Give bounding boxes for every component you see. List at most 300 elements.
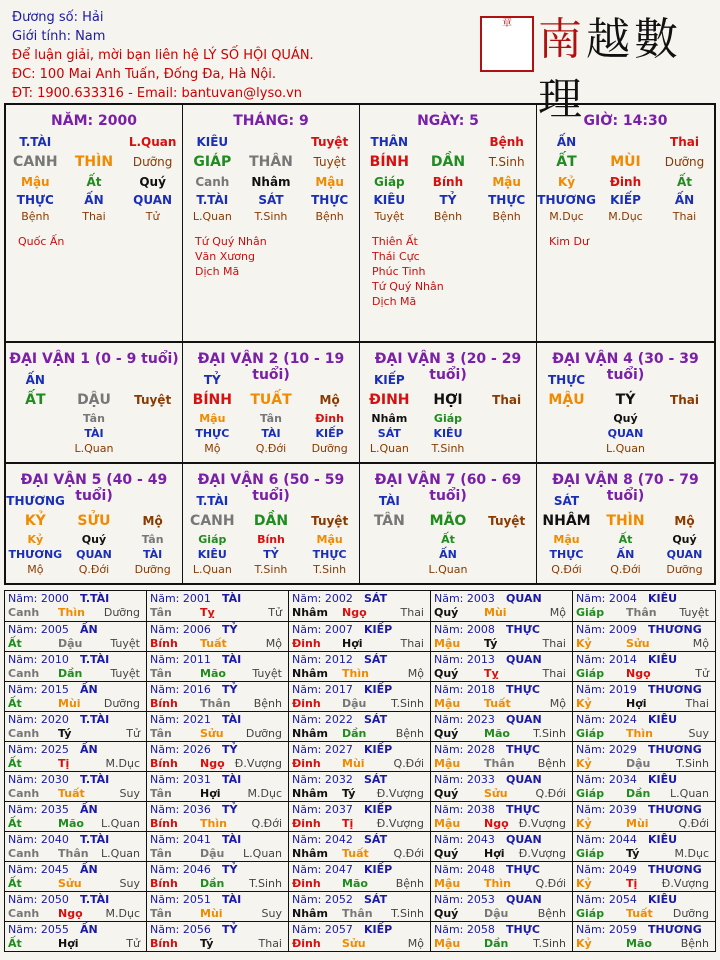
pillar-main-value: GIÁP [193, 154, 232, 170]
year-chi: Tuất [342, 847, 369, 860]
year-cell [289, 862, 431, 891]
year-cell-bottom [434, 666, 570, 681]
daivan-god: THƯƠNG [6, 494, 65, 508]
year-can: Ất [8, 877, 22, 890]
pillar-main-value: DẦN [430, 154, 466, 170]
year-cell [147, 742, 289, 771]
year-god: QUAN [506, 833, 542, 846]
year-cell [147, 712, 289, 741]
year-label: Năm: 2053 [434, 893, 495, 906]
year-label: Năm: 2050 [8, 893, 69, 906]
address: ĐC: 100 Mai Anh Tuấn, Đống Đa, Hà Nội. [12, 67, 276, 82]
hidden-stem: Nhâm [371, 412, 408, 425]
year-can: Quý [434, 667, 459, 680]
year-phase: M.Dục [105, 907, 140, 920]
star-item: Thiên Ất [372, 235, 418, 248]
ten-god: THỰC [16, 193, 54, 207]
contact-note: Để luận giải, mời bạn liên hệ LÝ SỐ HỘI QUÁN. [12, 48, 314, 63]
daivan-cell [537, 343, 714, 462]
year-label: Năm: 2019 [576, 683, 637, 696]
daivan-chi: DẦN [253, 513, 289, 529]
year-cell-top [8, 591, 144, 606]
year-chi: Hợi [484, 847, 505, 860]
year-phase: L.Quan [670, 787, 709, 800]
year-cell [573, 742, 715, 771]
year-cell [289, 622, 431, 651]
year-cell-top [150, 591, 286, 606]
year-cell-bottom [292, 906, 428, 921]
year-can: Kỷ [576, 817, 592, 830]
year-can: Mậu [434, 757, 461, 770]
year-cell-bottom [434, 906, 570, 921]
daivan-title: ĐẠI VẬN 8 (70 - 79 tuổi) [552, 472, 699, 504]
year-can: Canh [8, 606, 40, 619]
daivan-can: CANH [190, 513, 235, 529]
year-cell [431, 832, 573, 861]
ten-god [655, 426, 713, 441]
year-row [5, 741, 715, 771]
year-chi: Ngọ [626, 667, 651, 680]
year-label: Năm: 2003 [434, 592, 495, 605]
year-cell-top [8, 832, 144, 847]
year-god: SÁT [364, 713, 388, 726]
phone-email: ĐT: 1900.633316 - Email: bantuvan@lyso.vn [12, 86, 303, 101]
pillar-hidden-line [183, 173, 359, 191]
star-item: Tứ Quý Nhân [372, 280, 444, 293]
year-chi: Ngọ [58, 907, 83, 920]
year-label: Năm: 2010 [8, 653, 69, 666]
daivan-row-1 [6, 341, 714, 462]
year-cell-bottom [8, 636, 144, 651]
year-cell [573, 591, 715, 621]
year-phase: M.Dục [105, 757, 140, 770]
year-cell-top [150, 892, 286, 907]
pillar-main-line [6, 151, 182, 173]
year-cell [431, 922, 573, 951]
year-label: Năm: 2038 [434, 803, 495, 816]
ten-god: KIẾP [610, 193, 641, 207]
year-phase: Bệnh [253, 697, 282, 710]
year-phase: Bệnh [395, 727, 424, 740]
year-god: QUAN [506, 773, 542, 786]
year-phase: Dưỡng [245, 727, 282, 740]
life-phase: Dưỡng [311, 442, 348, 455]
life-phase: T.Sinh [254, 210, 288, 223]
year-cell [573, 802, 715, 831]
year-chi: Tuất [484, 697, 511, 710]
pillar-phase: T.Sinh [488, 155, 525, 169]
hidden-stem: Ất [86, 175, 102, 189]
year-god: TÀI [222, 893, 242, 906]
year-god: TỶ [222, 803, 238, 816]
year-row [5, 771, 715, 801]
daivan-cell [183, 464, 360, 583]
pillar-top-value [242, 133, 300, 151]
hidden-stem: Mậu [553, 533, 580, 546]
year-cell-top [292, 922, 428, 937]
daivan-hidden-line [183, 411, 359, 426]
year-row [5, 591, 715, 621]
year-cell-top [434, 862, 570, 877]
daivan-god: KIẾP [373, 373, 405, 387]
spacer [242, 492, 300, 510]
year-label: Năm: 2044 [576, 833, 637, 846]
year-chi: Mùi [342, 757, 365, 770]
year-god: T.TÀI [80, 653, 110, 666]
pillar-gods-line [360, 191, 536, 209]
year-phase: Suy [119, 877, 140, 890]
year-cell-top [150, 622, 286, 637]
daivan-cell [360, 343, 537, 462]
year-chi: Mão [484, 727, 510, 740]
year-cell-bottom [292, 605, 428, 620]
year-label: Năm: 2008 [434, 623, 495, 636]
year-cell-bottom [8, 846, 144, 861]
year-phase: Bệnh [537, 907, 566, 920]
year-cell [147, 862, 289, 891]
year-cell [289, 712, 431, 741]
year-god: QUAN [506, 653, 542, 666]
pillar-top-value [596, 133, 654, 151]
year-can: Đinh [292, 877, 321, 890]
year-can: Mậu [434, 937, 461, 950]
year-label: Năm: 2020 [8, 713, 69, 726]
year-label: Năm: 2015 [8, 683, 69, 696]
year-cell [573, 652, 715, 681]
year-god: KIẾP [364, 923, 393, 936]
ten-god: QUAN [133, 193, 173, 207]
year-phase: Mộ [265, 637, 282, 650]
pillar-phases-line [6, 209, 182, 224]
year-phase: Q.Đới [535, 877, 566, 890]
year-cell-top [150, 832, 286, 847]
year-cell [431, 591, 573, 621]
hidden-stem: Quý [81, 533, 107, 546]
life-phase: M.Dục [608, 210, 643, 223]
year-god: SÁT [364, 833, 388, 846]
year-cell-bottom [576, 636, 713, 651]
daivan-phase: Mộ [319, 393, 340, 407]
year-can: Nhâm [292, 667, 328, 680]
hidden-stem [655, 411, 713, 426]
hidden-stem: Quý [613, 412, 638, 425]
year-label: Năm: 2046 [150, 863, 211, 876]
year-cell-top [150, 922, 286, 937]
pillar-gods-line [537, 191, 714, 209]
owner-name: Đương số: Hải [12, 10, 104, 25]
daivan-title: ĐẠI VẬN 7 (60 - 69 tuổi) [374, 472, 522, 504]
year-chi: Thân [200, 697, 231, 710]
daivan-hidden-line [537, 411, 714, 426]
year-phase: Suy [688, 727, 709, 740]
year-label: Năm: 2016 [150, 683, 211, 696]
year-cell-top [150, 772, 286, 787]
year-chi: Thìn [626, 727, 653, 740]
ten-god: THƯƠNG [537, 193, 596, 207]
pillar-title: GIỜ: 14:30 [583, 113, 668, 129]
year-god: ẤN [80, 863, 98, 876]
year-label: Năm: 2055 [8, 923, 69, 936]
year-can: Kỷ [576, 697, 592, 710]
year-chi: Ngọ [484, 817, 509, 830]
hidden-stem: Mậu [315, 175, 344, 189]
year-cell-bottom [150, 786, 286, 801]
ten-god [6, 426, 64, 441]
pillar-phases-line [183, 209, 359, 224]
year-can: Quý [434, 847, 459, 860]
pillar-cell [183, 105, 360, 341]
year-label: Năm: 2025 [8, 743, 69, 756]
year-phase: Tuyệt [252, 667, 282, 680]
year-cell-bottom [150, 756, 286, 771]
year-cell [147, 622, 289, 651]
year-label: Năm: 2032 [292, 773, 353, 786]
year-chi: Dần [200, 877, 225, 890]
year-chi: Hợi [200, 787, 221, 800]
year-label: Năm: 2037 [292, 803, 353, 816]
year-cell [431, 862, 573, 891]
star-item: Văn Xương [195, 250, 255, 263]
year-cell-bottom [150, 816, 286, 831]
pillar-row [6, 105, 714, 341]
pillar-top-line [6, 133, 182, 151]
daivan-hidden-line [537, 532, 714, 547]
year-label: Năm: 2052 [292, 893, 353, 906]
year-chi: Ngọ [342, 606, 367, 619]
ten-god: ẤN [84, 193, 104, 207]
year-cell-bottom [576, 786, 713, 801]
year-chi: Tý [484, 637, 498, 650]
year-can: Mậu [434, 697, 461, 710]
daivan-phase-line [360, 441, 536, 456]
year-cell-bottom [292, 786, 428, 801]
year-cell-top [292, 712, 428, 727]
year-can: Nhâm [292, 907, 328, 920]
year-label: Năm: 2029 [576, 743, 637, 756]
year-phase: L.Quan [243, 847, 282, 860]
daivan-title: ĐẠI VẬN 2 (10 - 19 tuổi) [197, 351, 345, 383]
year-can: Ất [8, 937, 22, 950]
header-info [12, 8, 314, 103]
year-can: Canh [8, 787, 40, 800]
year-cell-top [292, 862, 428, 877]
year-god: ẤN [80, 803, 98, 816]
year-chi: Dần [626, 787, 651, 800]
ten-god: TÀI [261, 427, 281, 440]
year-god: KIẾP [364, 623, 393, 636]
life-phase: Thai [82, 210, 106, 223]
year-can: Bính [150, 937, 178, 950]
daivan-cell [537, 464, 714, 583]
year-god: SÁT [364, 592, 388, 605]
stars-list [360, 234, 536, 309]
year-cell-bottom [8, 906, 144, 921]
year-cell-top [434, 802, 570, 817]
hidden-stem: Tân [260, 412, 282, 425]
year-cell [5, 682, 147, 711]
year-cell [5, 712, 147, 741]
year-god: THƯƠNG [648, 923, 702, 936]
year-cell-top [434, 591, 570, 606]
year-label: Năm: 2051 [150, 893, 211, 906]
year-chi: Mão [58, 817, 84, 830]
spacer [419, 492, 477, 510]
year-cell-bottom [292, 636, 428, 651]
life-phase [6, 441, 64, 456]
year-can: Kỷ [576, 757, 592, 770]
pillar-top-value: Bệnh [489, 135, 524, 149]
year-cell [289, 832, 431, 861]
year-can: Nhâm [292, 606, 328, 619]
ten-god: ẤN [616, 548, 635, 561]
year-chi: Dần [484, 937, 509, 950]
year-can: Mậu [434, 637, 461, 650]
daivan-title: ĐẠI VẬN 4 (30 - 39 tuổi) [552, 351, 699, 383]
year-cell-bottom [292, 876, 428, 891]
year-cell-top [8, 802, 144, 817]
year-chi: Thìn [484, 877, 511, 890]
year-chi: Sửu [58, 877, 82, 890]
year-can: Canh [8, 907, 40, 920]
year-cell-bottom [434, 816, 570, 831]
year-god: ẤN [80, 923, 98, 936]
year-god: THỰC [506, 743, 540, 756]
year-label: Năm: 2006 [150, 623, 211, 636]
spacer [478, 371, 536, 389]
year-can: Nhâm [292, 727, 328, 740]
year-phase: Dưỡng [103, 606, 140, 619]
year-cell-bottom [434, 786, 570, 801]
year-cell-bottom [150, 605, 286, 620]
pillar-top-line [360, 133, 536, 151]
life-phase: Thai [672, 210, 697, 223]
year-can: Đinh [292, 757, 321, 770]
year-cell-bottom [576, 846, 713, 861]
gender: Giới tính: Nam [12, 29, 106, 44]
year-label: Năm: 2042 [292, 833, 353, 846]
year-label: Năm: 2054 [576, 893, 637, 906]
daivan-cell [183, 343, 360, 462]
year-god: T.TÀI [80, 773, 110, 786]
year-phase: Bệnh [395, 877, 424, 890]
life-phase [537, 441, 595, 456]
spacer [65, 492, 123, 510]
ten-god: TỶ [263, 548, 279, 561]
year-god: THƯƠNG [648, 743, 702, 756]
ten-god: KIÊU [373, 193, 406, 207]
year-label: Năm: 2012 [292, 653, 353, 666]
life-phase: Bệnh [315, 210, 344, 223]
year-can: Ất [8, 817, 22, 830]
year-row [5, 651, 715, 681]
year-cell-bottom [434, 936, 570, 951]
year-phase: Tử [126, 727, 140, 740]
year-cell-bottom [150, 936, 286, 951]
year-god: TỶ [222, 743, 238, 756]
ten-god [478, 426, 536, 441]
year-god: THỰC [506, 803, 540, 816]
hidden-stem: Mậu [316, 533, 343, 546]
year-label: Năm: 2036 [150, 803, 211, 816]
year-chi: Tị [58, 757, 70, 770]
year-label: Năm: 2001 [150, 592, 211, 605]
year-label: Năm: 2033 [434, 773, 495, 786]
year-label: Năm: 2023 [434, 713, 495, 726]
year-chi: Tỵ [200, 606, 215, 619]
year-can: Ất [8, 637, 22, 650]
year-chi: Mùi [626, 817, 649, 830]
pillar-top-value: ẤN [556, 135, 577, 149]
pillar-main-value: BÍNH [369, 154, 409, 170]
hidden-stem: Nhâm [251, 175, 291, 189]
year-cell-bottom [8, 756, 144, 771]
life-phase: Mộ [27, 563, 44, 576]
year-chi: Tý [58, 727, 72, 740]
year-can: Giáp [576, 907, 605, 920]
year-cell-top [8, 922, 144, 937]
pillar-phase: Dưỡng [132, 155, 173, 169]
daivan-god-line [537, 492, 714, 510]
spacer [301, 492, 359, 510]
year-phase: Suy [119, 787, 140, 800]
year-chi: Thân [58, 847, 89, 860]
ten-god [478, 547, 536, 562]
spacer [478, 492, 536, 510]
year-can: Bính [150, 697, 178, 710]
year-cell [5, 922, 147, 951]
pillar-main-line [360, 151, 536, 173]
year-can: Canh [8, 727, 40, 740]
daivan-main-line [6, 389, 182, 411]
year-chi: Dậu [484, 907, 509, 920]
year-god: THỰC [506, 923, 540, 936]
year-chi: Sửu [626, 637, 650, 650]
pillar-hidden-line [537, 173, 714, 191]
ten-god: THỰC [312, 548, 347, 561]
star-item: Phúc Tinh [372, 265, 426, 278]
ten-god [360, 547, 418, 562]
star-item: Quốc Ấn [18, 235, 65, 248]
pillar-phases-line [537, 209, 714, 224]
year-can: Canh [8, 847, 40, 860]
daivan-chi: TÝ [615, 392, 636, 408]
year-god: QUAN [506, 592, 542, 605]
year-cell [431, 802, 573, 831]
year-god: TÀI [222, 592, 242, 605]
year-cell-top [292, 742, 428, 757]
year-cell [5, 832, 147, 861]
year-cell-bottom [292, 666, 428, 681]
year-phase: T.Sinh [533, 937, 566, 950]
daivan-gods-line [6, 547, 182, 562]
year-can: Canh [8, 667, 40, 680]
year-god: TỶ [222, 923, 238, 936]
year-cell-top [292, 802, 428, 817]
daivan-title: ĐẠI VẬN 1 (0 - 9 tuổi) [9, 351, 179, 367]
year-phase: Bệnh [537, 757, 566, 770]
hidden-stem: Bính [432, 175, 464, 189]
daivan-title: ĐẠI VẬN 6 (50 - 59 tuổi) [197, 472, 345, 504]
year-row [5, 861, 715, 891]
year-label: Năm: 2000 [8, 592, 69, 605]
pillar-main-line [537, 151, 714, 173]
year-chi: Tý [626, 847, 640, 860]
pillar-top-value [419, 133, 477, 151]
year-label: Năm: 2045 [8, 863, 69, 876]
spacer [301, 371, 359, 389]
year-cell-bottom [576, 906, 713, 921]
year-label: Năm: 2041 [150, 833, 211, 846]
